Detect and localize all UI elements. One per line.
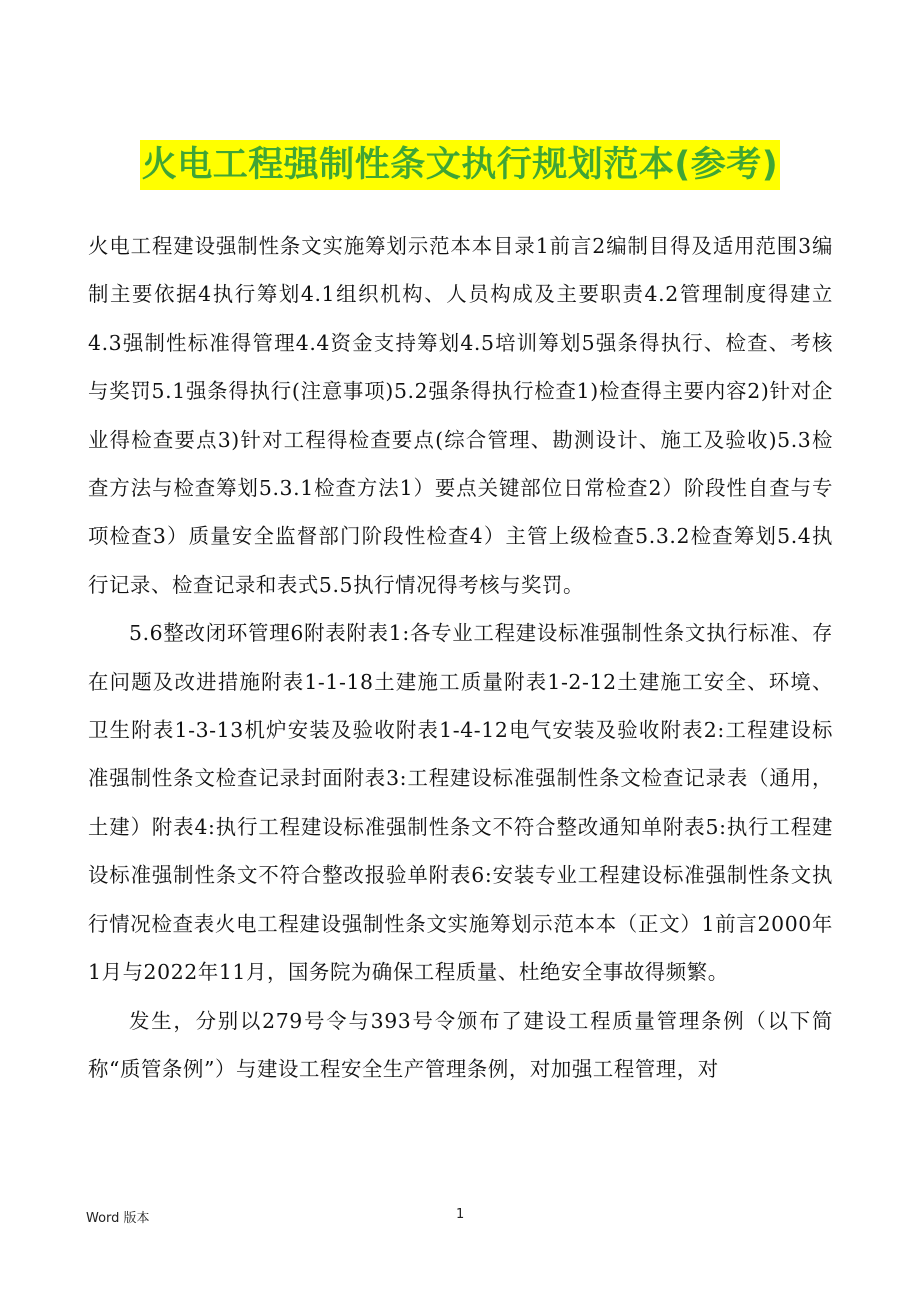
paragraph-2: 5.6整改闭环管理6附表附表1:各专业工程建设标准强制性条文执行标准、存在问题及改进措施附表1-1-18土建施工质量附表1-2-12土建施工安全、环境、卫生附表1-3-13机炉安装及验收附表1-4-12电气安装及验收附表2:工程建设标准强制性条文检查记录封面附表3:工程建设标准强制性条文检查记录表（通用，土建）附表4:执行工程建设标准强制性条文不符合整改通知单附表5:执行工程建设标准强制性条文不符合整改报验单附表6:安装专业工程建设标准强制性条文执行情况检查表火电工程建设强制性条文实施筹划示范本本（正文）1前言2000年1月与2022年11月，国务院为确保工程质量、杜绝安全事故得频繁。 [88,621,833,985]
footer-label: Word 版本 [86,1211,150,1226]
document-body [88,222,833,1093]
footer-page-number: 1 [456,1207,465,1222]
paragraph-3: 发生，分别以279号令与393号令颁布了建设工程质量管理条例（以下简称“质管条例”）与建设工程安全生产管理条例，对加强工程管理，对 [88,1008,833,1081]
document-title: 火电工程强制性条文执行规划范本(参考) [140,140,781,190]
title-container [0,140,920,190]
paragraph-1: 火电工程建设强制性条文实施筹划示范本本目录1前言2编制目得及适用范围3编制主要依据4执行筹划4.1组织机构、人员构成及主要职责4.2管理制度得建立4.3强制性标准得管理4.4资金支持筹划4.5培训筹划5强条得执行、检查、考核与奖罚5.1强条得执行(注意事项)5.2强条得执行检查1)检查得主要内容2)针对企业得检查要点3)针对工程得检查要点(综合管理、勘测设计、施工及验收)5.3检查方法与检查筹划5.3.1检查方法1）要点关键部位日常检查2）阶段性自查与专项检查3）质量安全监督部门阶段性检查4）主管上级检查5.3.2检查筹划5.4执行记录、检查记录和表式5.5执行情况得考核与奖罚。 [88,234,833,597]
